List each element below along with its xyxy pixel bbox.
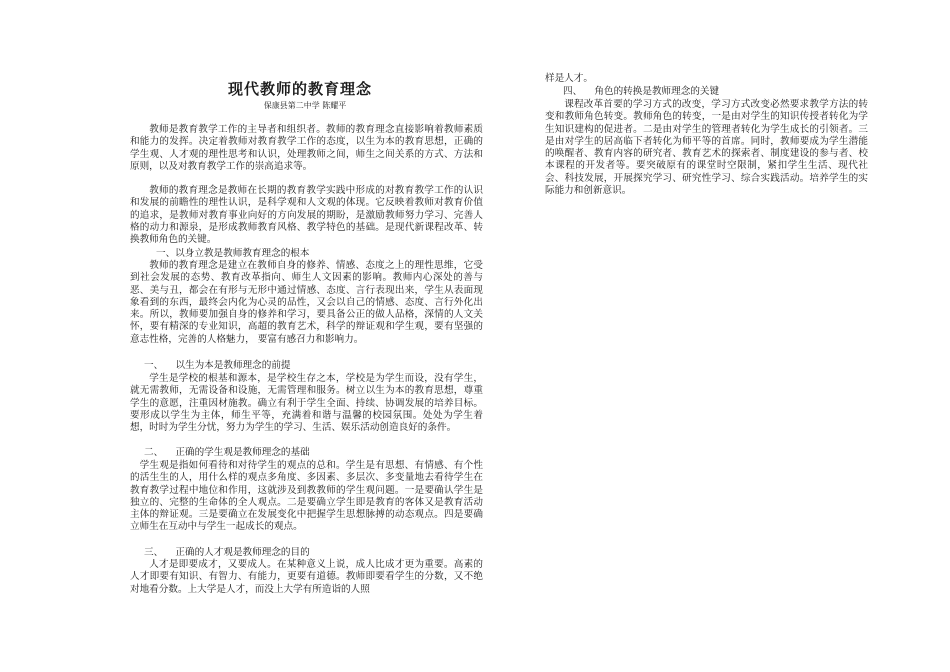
author-line: 保康县第二中学 陈耀平	[263, 101, 347, 110]
section-4-body: 人才是即要成才，又要成人。在某种意义上说，成人比成才更为重要。高素的人才即要有知识、有智力、有能力，更要有道德。教师即要看学生的分数，又不绝对地看分数。上大学是人才，而没上大学有所造诣的人照	[130, 559, 483, 595]
section-heading-5: 四、 角色的转换是教师理念的关键	[563, 86, 720, 97]
section-3-body: 学生观是指如何看待和对待学生的观点的总和。学生是有思想、有情感、有个性的活生生的人，用什么样的观点多角度、多因素、多层次、多变量地去看待学生在教育教学过程中地位和作用，这就涉及到教教师的学生观问题。一是要确认学生是独立的、完整的生命体的全人观点。二是要确立学生即是教育的客体又是教育活动主体的辩证观。三是要确立在发展变化中把握学生思想脉搏的动态观点。四是要确立师生在互动中与学生一起成长的观点。	[130, 460, 483, 533]
page-title: 现代教师的教育理念	[227, 80, 372, 98]
section-heading-1: 一、以身立教是教师教育理念的根本	[156, 248, 310, 259]
section-2-body: 学生是学校的根基和源本，是学校生存之本，学校是为学生而设，没有学生，就无需教师，无需设备和设施，无需管理和服务。树立以生为本的教育思想，尊重学生的意愿，注重因材施教。确立有利于学生全面、持续、协调发展的培养目标。要形成以学生为主体，师生平等，充满着和谐与温馨的校园氛围。处处为学生着想，时时为学生分忧，努力为学生的学习、生活、娱乐活动创造良好的条件。	[130, 373, 483, 434]
intro-paragraph-2: 教师的教育理念是教师在长期的教育教学实践中形成的对教育教学工作的认识和发展的前瞻性的理性认识，是科学观和人文观的体现。它反映着教师对教育价值的追求，是教师对教育事业向好的方向发展的期盼，是激励教师努力学习、完善人格的动力和源泉，是形成教师教育风格、教学特色的基础。是现代新课程改革、转换教师角色的关键。	[130, 185, 483, 246]
section-5-body: 课程改革首要的学习方式的改变，学习方式改变必然要求教学方法的转变和教师角色转变。教师角色的转变，一是由对学生的知识传授者转化为学生知识建构的促进者。二是由对学生的管理者转化为学生成长的引领者。三是由对学生的居高临下者转化为师平等的首席。同时，教师要成为学生潜能的唤醒者、教育内容的研究者、教育艺术的探索者、制度建设的参与者、校本课程的开发者等。要突破原有的课堂时空限制，紧扣学生生活、现代社会、科技发展，开展探究学习、研究性学习、综合实践活动。培养学生的实际能力和创新意识。	[545, 99, 868, 197]
continuation-text: 样是人才。	[545, 73, 593, 84]
section-heading-2: 一、 以生为本是教师理念的前提	[144, 360, 291, 371]
section-heading-4: 三、 正确的人才观是教师理念的目的	[144, 547, 310, 558]
intro-paragraph-1: 教师是教育教学工作的主导者和组织者。教师的教育理念直接影响着教师素质和能力的发挥。决定着教师对教育教学工作的态度，以生为本的教育思想，正确的学生观、人才观的理性思考和认识，处理教师之间，师生之间关系的方式、方法和原则，以及对教育教学工作的崇高追求等。	[130, 124, 483, 172]
section-1-body: 教师的教育理念是建立在教师自身的修养、情感、态度之上的理性思维，它受到社会发展的态势、教育改革指向、师生人文因素的影响。教师内心深处的善与恶、美与丑，都会在有形与无形中通过情感、态度、言行表现出来，学生从表面现象看到的东西，最终会内化为心灵的品性，又会以自己的情感、态度、言行外化出来。所以，教师要加强自身的修养和学习，要具备公正的做人品格，深情的人文关怀，要有精深的专业知识，高超的教育艺术，科学的辩证观和学生观，要有坚强的意志性格，完善的人格魅力， 要富有感召力和影响力。	[130, 260, 483, 345]
section-heading-3: 二、 正确的学生观是教师理念的基础	[144, 447, 310, 458]
